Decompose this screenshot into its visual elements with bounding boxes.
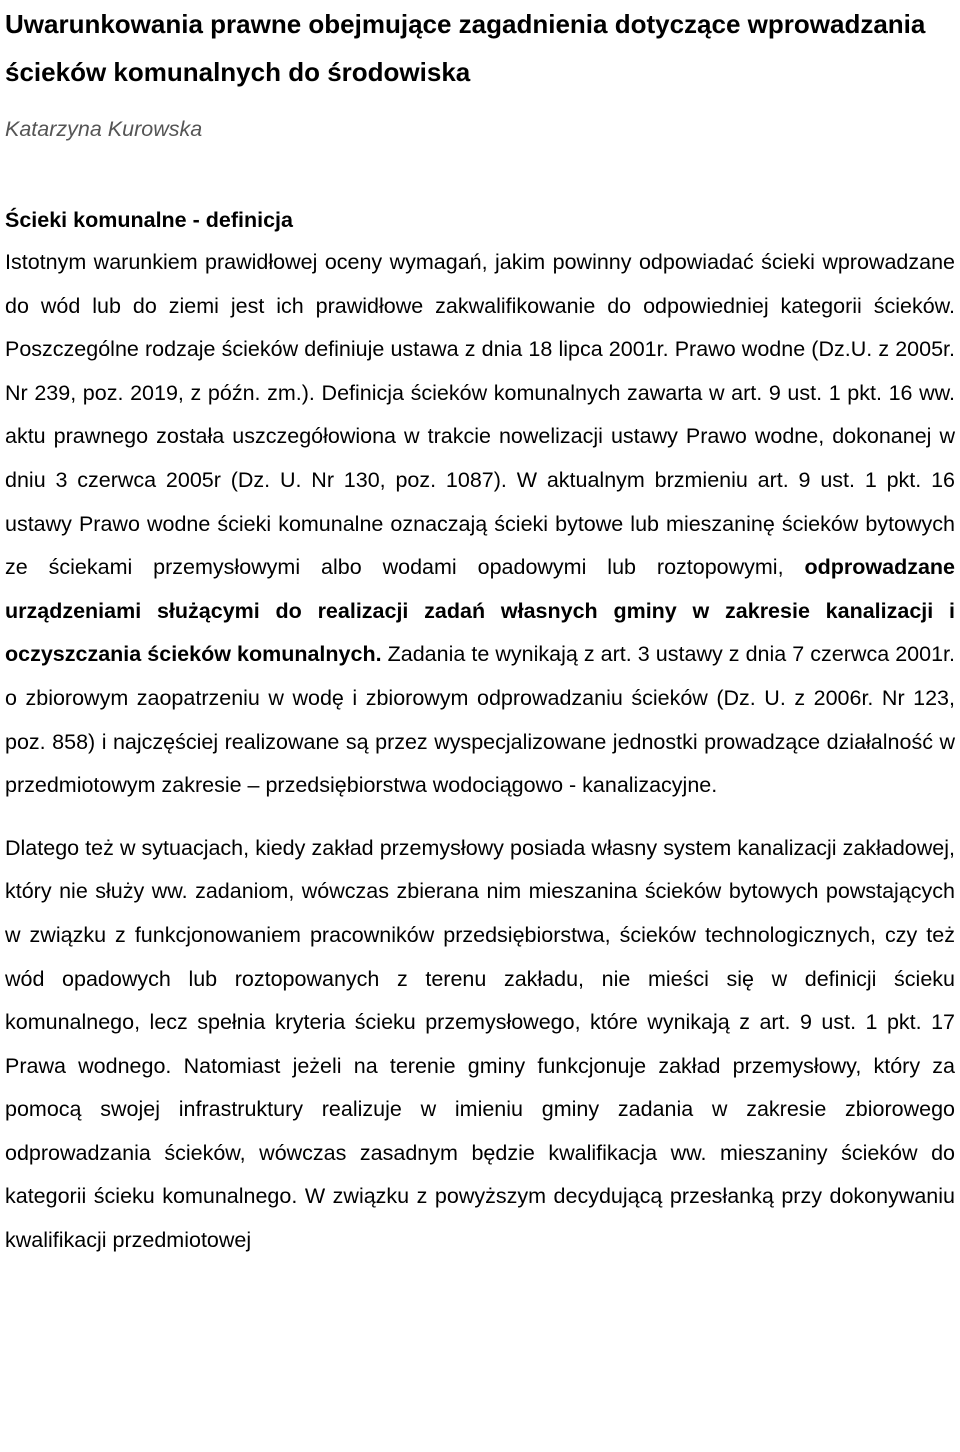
paragraph-definition (5, 241, 955, 808)
paragraph-definition-text-1: Istotnym warunkiem prawidłowej oceny wymagań, jakim powinny odpowiadać ścieki wprowadzane do wód lub do ziemi jest ich prawidłowe zakwalifikowanie do odpowiedniej kategorii ścieków. Poszczególne rodzaje ścieków definiuje ustawa z dnia 18 lipca 2001r. Prawo wodne (Dz.U. z 2005r. Nr 239, poz. 2019, z późn. zm.). Definicja ścieków komunalnych zawarta w art. 9 ust. 1 pkt. 16 ww. aktu prawnego została uszczegółowiona w trakcie nowelizacji ustawy Prawo wodne, dokonanej w dniu 3 czerwca 2005r (Dz. U. Nr 130, poz. 1087). W aktualnym brzmieniu art. 9 ust. 1 pkt. 16 ustawy Prawo wodne ścieki komunalne oznaczają ścieki bytowe lub mieszaninę ścieków bytowych ze ściekami przemysłowymi albo wodami opadowymi lub roztopowymi, (5, 250, 955, 580)
paragraph-industrial-wastewater: Dlatego też w sytuacjach, kiedy zakład przemysłowy posiada własny system kanalizacji zakładowej, który nie służy ww. zadaniom, wówczas zbierana nim mieszanina ścieków bytowych powstających w związku z funkcjonowaniem pracowników przedsiębiorstwa, ścieków technologicznych, czy też wód opadowych lub roztopowanych z terenu zakładu, nie mieści się w definicji ścieku komunalnego, lecz spełnia kryteria ścieku przemysłowego, które wynikają z art. 9 ust. 1 pkt. 17 Prawa wodnego. Natomiast jeżeli na terenie gminy funkcjonuje zakład przemysłowy, który za pomocą swojej infrastruktury realizuje w imieniu gminy zadania w zakresie zbiorowego odprowadzania ścieków, wówczas zasadnym będzie kwalifikacja ww. mieszaniny ścieków do kategorii ścieku komunalnego. W związku z powyższym decydującą przesłanką przy dokonywaniu kwalifikacji przedmiotowej (5, 835, 955, 1253)
paragraph-definition-bold-text: odprowadzane urządzeniami służącymi do realizacji zadań własnych gminy w zakresie kanalizacji i oczyszczania ścieków komunalnych. (5, 555, 955, 667)
document-author: Katarzyna Kurowska (5, 117, 203, 141)
paragraph-definition-text-2: Zadania te wynikają z art. 3 ustawy z dnia 7 czerwca 2001r. o zbiorowym zaopatrzeniu w wodę i zbiorowym odprowadzaniu ścieków (Dz. U. z 2006r. Nr 123, poz. 858) i najczęściej realizowane są przez wyspecjalizowane jednostki prowadzące działalność w przedmiotowym zakresie – przedsiębiorstwa wodociągowo - kanalizacyjne. (5, 642, 955, 798)
document-title: Uwarunkowania prawne obejmujące zagadnienia dotyczące wprowadzania ścieków komunalnych do środowiska (5, 9, 926, 87)
section-heading: Ścieki komunalne - definicja (5, 208, 293, 232)
